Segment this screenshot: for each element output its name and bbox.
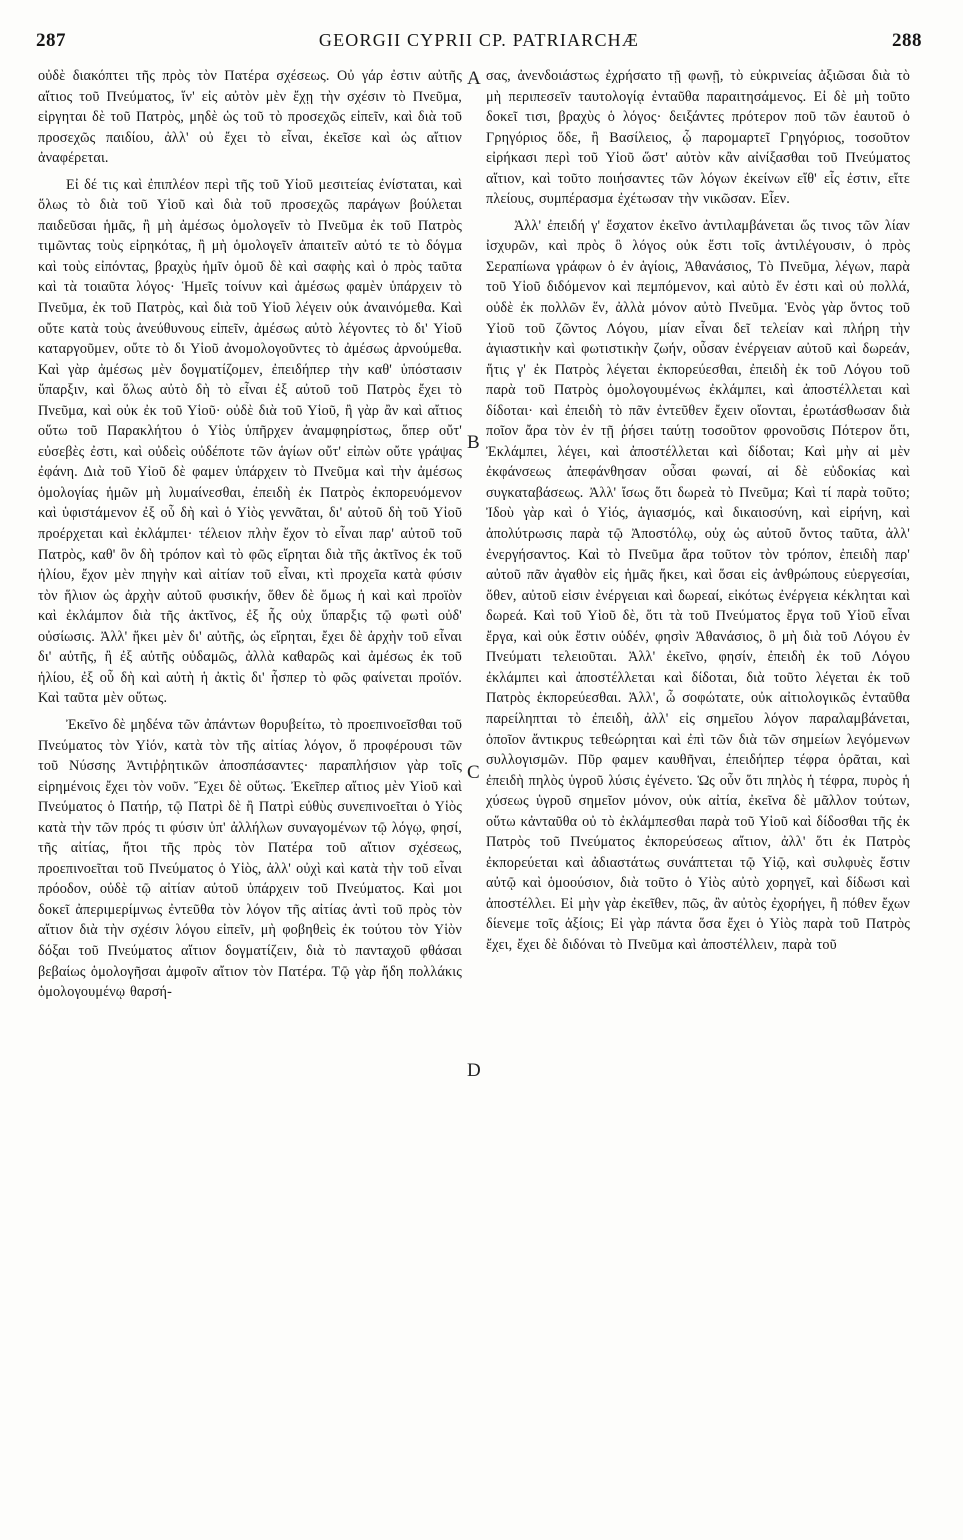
left-column xyxy=(38,66,462,1003)
left-paragraph-3: Ἐκεῖνο δὲ μηδένα τῶν ἀπάντων θορυβείτω, τὸ προεπινοεῖσθαι τοῦ Πνεύματος τὸν Υἱόν, κατὰ τὸν τῆς αἰτίας λόγον, ὅ προφέρουσι τῶν τοῦ Νύσσης Ἀντιῤῥητικῶν ἀποσπάσαντες· παραπλήσιον γὰρ τοῖς εἰρημένοις ἔχει τὸν νοῦν. Ἔχει δὲ οὕτως. Ἐκεῖπερ αἴτιος μὲν Υἱοῦ καὶ Πνεύματος ὁ Πατήρ, τῷ Πατρὶ δὲ ἢ Πατρὶ εὐθὺς συνεπινοεῖται ὁ Υἱὸς κατὰ τὴν τῶν πρός τι φύσιν ὑπ' ἀλλήλων συναγομένων τῷ λόγῳ, φησί, τῆς αἰτίας, ἤτοι τῆς πρὸς τὸν Πατέρα τοῦ αἴτιον σχέσεως, προεπινοεῖται τοῦ Πνεύματος ὁ Υἱὸς, ἀλλ' οὐχὶ καὶ κατὰ τὴν τοῦ εἶναι πρόοδον, οὐδὲ τῷ αἰτίαν αὐτοῦ ὑπάρχειν τοῦ Πνεύματος. Καὶ μοι δοκεῖ ἀπεριμερίμνως ἐντεῦθα τὸν λόγον τῆς αἰτίας ἀντὶ τοῦ πρὸς τὸν αἴτιον διὰ τὴν σχέσιν λόγου εἰπεῖν, μὴ φοβηθεὶς ἐκ τούτου τὸν Υἱὸν δόξαι τοῦ Πνεύματος αἴτιον δογματίζειν, διὰ τὸ πανταχοῦ φθάσαι βεβαίως ὁμολογῆσαι ἀμφοῖν αἴτιον τὸν Πατέρα. Τῷ γὰρ ἤδη πολλάκις ὁμολογουμένῳ θαρσή- xyxy=(38,716,462,1001)
page-number-left: 287 xyxy=(36,30,66,51)
running-title: GEORGII CYPRII CP. PATRIARCHÆ xyxy=(318,30,640,50)
left-paragraph-1: οὐδὲ διακόπτει τῆς πρὸς τὸν Πατέρα σχέσεως. Οὐ γάρ ἐστιν αὐτῆς αἴτιος τοῦ Πνεύματος, ἵν' εἰς αὐτὸν μὲν ἔχῃ τὴν σχέσιν τὸ Πνεῦμα, εἰργηται δὲ τοῦ Πατρὸς, μηδὲ ὡς τοῦ τὸ προσεχῶς εἰπεῖν, καὶ διὰ τοῦ προσεχῶς παιδίου, ἀλλ' οὐ ἔχει τὸ εἶναι, ἐκεῖσε καὶ ὡς αἴτιον ἀναφέρεται. xyxy=(38,68,462,167)
page-number-right: 288 xyxy=(891,30,922,51)
margin-letter-c: C xyxy=(467,762,480,783)
left-paragraph-2: Εἰ δέ τις καὶ ἐπιπλέον περὶ τῆς τοῦ Υἱοῦ μεσιτείας ἐνίσταται, καὶ ὅλως τὸ διὰ τοῦ Υἱοῦ καὶ διὰ τοῦ προσεχῶς παράγων βούλεται παιδεῦσαι ἡμᾶς, ἢ μὴ ἀμέσως ὁμολογεῖν τὸ Πνεῦμα ἐκ τοῦ Πατρὸς τιμῶντας τοὺς εἰρηκότας, ἢ μὴ ὁμολογεῖν ἀπαιτεῖν αὐτό τε τὸ δόγμα καὶ τοὺς εἰπόντας, βραχὺς ἡμῖν ὁμοῦ δὲ καὶ σαφὴς καὶ ὁ πρὸς ταῦτα καὶ τὰ τοιαῦτα λόγος· Ἡμεῖς τοίνυν καὶ ἀμέσως φαμὲν ὑπάρχειν τὸ Πνεῦμα, ἐκ τοῦ Πατρὸς, καὶ διὰ τοῦ Υἱοῦ λέγειν οὐκ ἀναινόμεθα. Καὶ οὔτε κατὰ τοὺς ἀνεύθυνους εἰπεῖν, ἀμέσως αὐτὸ λέγοντες τὸ δι' Υἱοῦ καταργοῦμεν, οὔτε τὸ δι Υἱοῦ ἀνομολογοῦντες τὸ ἀμέσως ἀρνούμεθα. Καὶ γὰρ ἀμέσως μὲν δογματίζομεν, ἐπειδήπερ τὴν καθ' ὑπόστασιν ὕπαρξιν, καὶ ὅλως αὐτὸ δὴ τὸ εἶναι ἐξ αὐτοῦ τοῦ Πατρὸς ἔχει τὸ Πνεῦμα, καὶ οὐκ ἐκ τοῦ Υἱοῦ· οὐδὲ διὰ τοῦ Υἱοῦ, ἢ γὰρ ἂν καὶ αἴτιος οὕτω τοῦ Παρακλήτου ὁ Υἱὸς ὑπῆρχεν ἀναμφηρίστως, ὅπερ οὔτ' εὐσεβὲς ἐστι, καὶ οὐδεὶς οὐδέποτε τῶν ἁγίων οὔτ' εἰπὼν οὔτε γράψας ἐφάνη. Διὰ τοῦ Υἱοῦ δὲ φαμεν ὑπάρχειν τὸ Πνεῦμα καὶ τὴν ἀμέσως ὁμολογίας ἡμῶν μὴ λυμαίνεσθαι, ἐπειδὴ ἐκ Πατρὸς ἐκπορευόμενον καὶ ὑφιστάμενον ἐξ οὗ δὴ καὶ ὁ Υἱὸς γεννᾶται, δι' αὐτοῦ δὴ τοῦ Υἱοῦ προέρχεται καὶ ἐκλάμπει· τέλειον πλὴν ἔχον τὸ εἶναι παρ' αὐτοῦ τοῦ Πατρὸς, καθ' ὃν δὴ τρόπον καὶ τὸ φῶς εἴρηται διὰ τῆς ἀκτῖνος ἐκ τοῦ ἡλίου, ἔχον μὲν πηγὴν καὶ αἰτίαν τοῦ εἶναι, κτὶ προχεῖα κατὰ φύσιν τὸν ἥλιον ὡς ἀρχὴν αὐτοῦ φυσικήν, ὅθεν δὲ ὅμως ἡ καὶ καὶ προϊὸν καὶ ἐκλάμπον διὰ τῆς ἀκτῖνος, ἐξ ἧς οὐχ ὕπαρξις τῷ φωτὶ οὐδ' οὐσίωσις. Ἀλλ' ἥκει μὲν δι' αὐτῆς, ὡς εἴρηται, ἔχει δὲ ἀρχὴν τοῦ εἶναι δι' αὐτῆς, ἢ ἐξ αὐτῆς οὐδαμῶς, ἀλλὰ καθαρῶς καὶ ἀμέσως ἐκ τοῦ ἡλίου, ἐξ οὗ δὴ καὶ αὐτὴ ἡ ἀκτὶς δι' ἧσπερ τὸ φῶς φαίνεται προϊόν. Καὶ ταῦτα μὲν οὕτως. xyxy=(38,176,462,707)
right-column xyxy=(486,66,910,956)
right-paragraph-1: σας, ἀνενδοιάστως ἐχρήσατο τῇ φωνῇ, τὸ εὐκρινείας ἀξιῶσαι διὰ τὸ μὴ περιπεσεῖν ταυτολογίᾳ ἐνταῦθα παραιτησάμενος. Εἰ δὲ μὴ τοῦτο δοκεῖ τισι, βραχὺς ὁ λόγος· δειξάντες πρότερον ποῦ τῶν ἑαυτοῦ ὁ Γρηγόριος ὅδε, ἢ Βασίλειος, ᾧ παρομαρτεῖ Γρηγόριος, τοσοῦτον εἰρήκασι περὶ τοῦ Υἱοῦ ὥστ' αὐτὸν κἂν αἰνίξασθαι τοῦ Πνεύματος αἴτιον, καὶ τοῦτο ποιήσαντες τῶν λόγων ἐκείνων εἴθ' εἷς ἐστιν, εἴτε πλείους, συμπέρασμα ἐχέτωσαν τὴν νικῶσαν. Εἶεν. xyxy=(486,68,910,208)
margin-letter-a: A xyxy=(467,68,481,89)
right-paragraph-2: Ἀλλ' ἐπειδή γ' ἔσχατον ἐκεῖνο ἀντιλαμβάνεται ὥς τινος τῶν λίαν ἰσχυρῶν, καὶ πρὸς ὃ λόγος οὐκ ἔστι τοῖς ἀντιλέγουσιν, ὁ πρὸς Σεραπίωνα γράφων ὁ ἐν ἁγίοις, Ἀθανάσιος, Τὸ Πνεῦμα, λέγων, παρὰ τοῦ Υἱοῦ διδόμενον καὶ πεμπόμενον, καὶ αὐτὸ ἕν ἐστι καὶ οὐ πολλά, οὐδὲ ἐκ πολλῶν ἕν, ἀλλὰ μόνον αὐτὸ Πνεῦμα. Ἑνὸς γὰρ ὄντος τοῦ Υἱοῦ τοῦ ζῶντος Λόγου, μίαν εἶναι δεῖ τελείαν καὶ πλήρη τὴν ἁγιαστικὴν καὶ φωτιστικὴν ζωήν, οὖσαν ἐνέργειαν αὐτοῦ καὶ δωρεάν, ἥτις γ' ἐκ Πατρὸς λέγεται ἐκπορεύεσθαι, ἐπειδὴ ἐκ τοῦ Λόγου τοῦ παρὰ τοῦ Πατρὸς ὁμολογουμένως ἐκλάμπει, καὶ ἀποστέλλεται καὶ δίδοται· καὶ ἐπειδὴ τὸ πᾶν ἐντεῦθεν ἔχειν οἴονται, ἐρωτάσθωσαν διὰ ποῖον ἄρα τὸν ἐν τῇ ῥήσει ταύτῃ τοσοῦτον φρονοῦσις Πότερον ὅτι, Ἐκλάμπει, λέγει, καὶ ἀποστέλλεται καὶ δίδοται; Καὶ μὴν αἱ μὲν ἐκφάνσεως ἀπεφάνθησαν οὖσαι φωναί, αἱ δὲ εὐδοκίας καὶ συγκαταβάσεως. Ἀλλ' ἴσως ὅτι δωρεὰ τὸ Πνεῦμα; Καὶ τί παρὰ τοῦτο; Ἰδοὺ γὰρ καὶ ὁ Υἱός, ἁγιασμός, καὶ δικαιοσύνη, καὶ εἰρήνη, καὶ ἀπολύτρωσις παρὰ τῷ Ἀποστόλῳ, οὐχ ὡς αὐτοῦ ὄντος ταῦτα, ἀλλ' ἐνεργήσαντος. Καὶ τὸ Πνεῦμα ἄρα τοῦτον τὸν τρόπον, ἐπειδὴ παρ' αὐτοῦ πᾶν ἀγαθὸν εἰς ἡμᾶς ἥκει, καὶ ὅσαι εἰς ἀνθρώπους εὐεργεσίαι, ὅθεν, αὐτοῦ εἰσιν ἐνέργειαι καὶ δωρεαί, εἰκότως ἐνέργεια κέκληται καὶ δωρεά. Καὶ τοῦ Υἱοῦ δὲ, ὅτι τὰ τοῦ Πνεύματος ἔργα τοῦ Υἱοῦ εἶναι ἔργα, καὶ οὐκ ἔστιν οὐδέν, φησὶν Ἀθανάσιος, ὃ μὴ διὰ τοῦ Λόγου ἐν Πνεύματι τελειοῦται. Ἀλλ' ἐκεῖνο, φησίν, ἐπειδὴ ἐκ τοῦ Λόγου ἐκλάμπει καὶ ἀποστέλλεται καὶ δίδοται, διὰ τοῦτο λέγεται ἐκ τοῦ Πατρὸς ἐκπορεύεσθαι. Ἀλλ', ὦ σοφώτατε, οὐκ αἰτιολογικῶς ἐνταῦθα παρείληπται τὸ ἐπειδὴ, ἀλλ' εἰς σημεῖου λόγον παραλαμβάνεται, ὁποῖον ἄντικρυς τεθεώρηται καὶ ἐπὶ τῶν διὰ τῶν σημείων λεγόμενων συλλογισμῶν. Πῦρ φαμεν καυθῆναι, ἐπειδήπερ τέφρα ὁρᾶται, καὶ ἐπειδὴ πηλὸς ὑγροῦ λύσις ἐγένετο. Ὡς οὖν ὅτι πηλὸς ἡ τέφρα, πυρὸς ἡ χύσεως ὑγροῦ σημεῖον μόνον, οὐκ αἰτία, ἐκεῖνα δὲ μᾶλλον τούτων, οὕτω κἀνταῦθα οὐ τὸ ἐκλάμπεσθαι παρὰ τοῦ Υἱοῦ καὶ δίδοσθαι τῆς ἐκ Πατρὸς τοῦ Πνεύματος ἐκπορεύσεως αἴτιον, ἀλλ' ὅτι ἐκ Πατρὸς ἐκπορεύεται καὶ ἀδιαστάτως συνάπτεται τῷ Υἱῷ, καὶ συλφυὲς ἔστιν αὐτῷ καὶ ὁμοούσιον, διὰ τοῦτο ὁ Υἱὸς αὐτὸ χορηγεῖ, καὶ δίδωσι καὶ ἀποστέλλει. Εἰ μὴν γὰρ ἐκεῖθεν, πῶς, ἂν αὐτὸς ἐχορήγει, ἢ πόθεν ἔχων δίενεμε τοῖς ἀξίοις; Εἰ γὰρ πάντα ὅσα ἔχει ὁ Υἱὸς παρὰ τοῦ Πατρὸς ἔχει, ἔχει δὲ διδόναι τὸ Πνεῦμα καὶ ἀποστέλλειν, παρὰ τοῦ xyxy=(486,217,910,953)
margin-letter-d: D xyxy=(467,1060,481,1081)
margin-letter-b: B xyxy=(467,432,480,453)
page-header xyxy=(36,30,922,56)
